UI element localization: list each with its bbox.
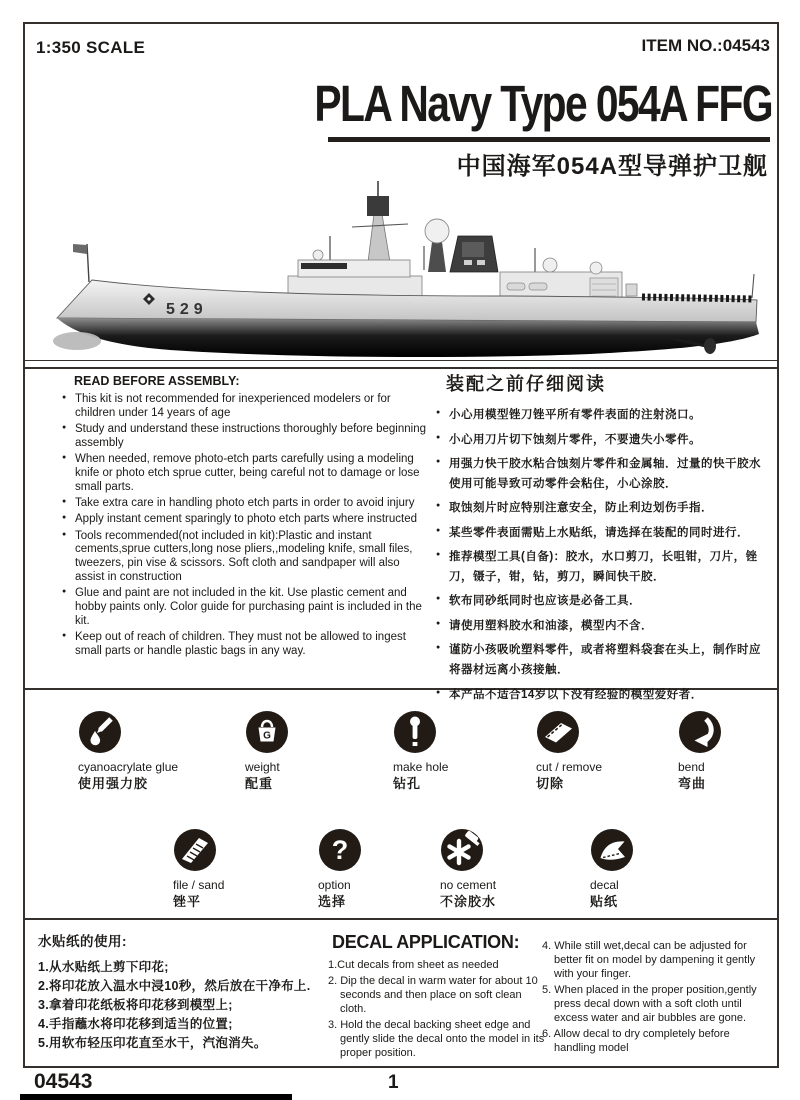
file-sand-icon (173, 828, 217, 872)
decal-application-title: DECAL APPLICATION: (332, 932, 520, 952)
assembly-note-item: ● 软布同砂纸同时也应该是必备工具． (436, 592, 772, 612)
decal-usage-title-chinese: 水贴纸的使用: (38, 934, 127, 949)
decal-step-item: 5.用软布轻压印花直至水干，汽泡消失。 (38, 1036, 267, 1050)
decal-step-item: 4.手指蘸水将印花移到适当的位置; (38, 1017, 233, 1031)
decal-step-item: 3. Hold the decal backing sheet edge and gently slide the decal onto the model in its proper position. (328, 1018, 545, 1059)
kit-title-chinese: 中国海军054A型导弹护卫舰 (456, 153, 768, 180)
symbol-bend (678, 710, 722, 793)
symbol-file-sand (173, 828, 224, 911)
symbol-label-en: decal (590, 878, 619, 892)
symbol-label-zh: 锉平 (173, 894, 202, 909)
svg-text:G: G (263, 730, 271, 742)
symbol-label-zh: 切除 (536, 776, 565, 791)
symbol-label-zh: 选择 (318, 894, 347, 909)
assembly-note-item: ● 请使用塑料胶水和油漆，模型内不含． (436, 617, 772, 637)
assembly-note-item: ● 推荐模型工具(自备)：胶水，水口剪刀，长咀钳，刀片，锉刀，镊子，钳，钻，剪刀，瞬间快干胶． (436, 548, 772, 587)
ship-profile-drawing (30, 180, 790, 365)
symbol-label-zh: 钻孔 (393, 776, 422, 791)
weight-icon (245, 710, 289, 754)
symbol-label-en: no cement (440, 878, 497, 892)
symbol-label-en: make hole (393, 760, 449, 774)
assembly-note-item: ● Tools recommended(not included in kit):Plastic and instant cements,sprue cutters,long nose pliers,,modeling knife, small files, tweezers, pin vise & scissors. Soft cloth and sandpaper will also assist in construction (62, 530, 428, 585)
assembly-note-item: ● 用强力快干胶水粘合蚀刻片零件和金属轴．过量的快干胶水使用可能导致可动零件会粘住，小心涂胶． (436, 455, 772, 494)
assembly-note-item: ● When needed, remove photo-etch parts carefully using a modeling knife or photo etch sprue cutter, being careful not to damage or lose small parts. (62, 453, 428, 494)
kit-title-english: PLA Navy Type 054A FFG (314, 75, 772, 132)
assembly-notes-chinese (436, 406, 772, 705)
decal-usage-section-chinese (38, 930, 324, 1053)
glue-icon (78, 710, 122, 754)
footer-page-number: 1 (388, 1072, 399, 1093)
assembly-note-item: ● Keep out of reach of children. They must not be allowed to ingest small parts or handle plastic bags in any way. (62, 631, 428, 659)
hull-number: 529 (166, 301, 208, 318)
decal-icon (590, 828, 634, 872)
assembly-note-item: ● Apply instant cement sparingly to photo etch parts where instructed (62, 513, 428, 527)
assembly-note-item: ● 取蚀刻片时应特别注意安全，防止利边划伤手指． (436, 499, 772, 519)
footer-item-number: 04543 (34, 1070, 93, 1093)
symbol-label-zh: 使用强力胶 (78, 776, 149, 791)
symbol-label-en: cut / remove (536, 760, 603, 774)
read-before-assembly-title: READ BEFORE ASSEMBLY: (74, 374, 240, 388)
decal-step-item: 2. Dip the decal in warm water for about 10 seconds and then place on soft clean cloth. (328, 974, 538, 1015)
assembly-notes-english (62, 393, 428, 659)
symbol-label-zh: 不涂胶水 (440, 894, 497, 909)
scale-label: 1:350 SCALE (36, 38, 146, 57)
symbol-label-zh: 配重 (245, 776, 274, 791)
symbol-cyanoacrylate-glue (78, 710, 178, 793)
option-icon (318, 828, 362, 872)
symbol-cut-remove (536, 710, 602, 793)
assembly-note-item: ● This kit is not recommended for inexperienced modelers or for children under 14 years of age (62, 393, 428, 421)
assembly-note-item: ● Take extra care in handling photo etch parts in order to avoid injury (62, 497, 428, 511)
read-before-assembly-title-chinese: 装配之前仔细阅读 (446, 374, 606, 394)
decal-step-item: 1.从水贴纸上剪下印花; (38, 960, 169, 974)
decal-application-section-continued (542, 940, 774, 1058)
assembly-note-item: ● 某些零件表面需贴上水贴纸，请选择在装配的同时进行． (436, 524, 772, 544)
symbol-decal (590, 828, 634, 911)
symbol-label-zh: 弯曲 (678, 776, 707, 791)
symbol-label-en: file / sand (173, 878, 225, 892)
decal-step-item: 1.Cut decals from sheet as needed (328, 959, 499, 971)
decal-step-item: 3.拿着印花纸板将印花移到模型上; (38, 998, 233, 1012)
decal-step-item: 6. Allow decal to dry completely before handling model (542, 1027, 730, 1054)
decal-application-section (328, 932, 546, 1063)
decal-step-item: 4. While still wet,decal can be adjusted for better fit on model by dampening it gently with your finger. (542, 940, 756, 980)
bend-icon (678, 710, 722, 754)
ship-illustration (30, 180, 790, 365)
divider-ship-bottom (23, 367, 779, 369)
symbol-label-en: bend (678, 760, 705, 774)
assembly-note-item: ● 小心用模型锉刀锉平所有零件表面的注射浇口。 (436, 406, 772, 426)
symbol-option (318, 828, 362, 911)
assembly-note-item: ● 本产品不适合14岁以下没有经验的模型爱好者． (436, 686, 772, 706)
decal-steps-chinese (38, 958, 324, 1053)
symbol-weight (245, 710, 289, 793)
symbol-make-hole (393, 710, 448, 793)
make-hole-icon (393, 710, 437, 754)
no-cement-icon (440, 828, 484, 872)
decal-step-item: 5. When placed in the proper position,gently press decal down with a soft cloth until excess water and air bubbles are gone. (542, 983, 757, 1024)
symbol-label-en: weight (245, 760, 280, 774)
assembly-note-item: ● 谨防小孩吸吮塑料零件，或者将塑料袋套在头上，制作时应将器材远离小孩接触． (436, 641, 772, 680)
footer-bar (20, 1094, 292, 1100)
symbol-no-cement (440, 828, 496, 911)
decal-steps-english-left (328, 959, 546, 1061)
cut-remove-icon (536, 710, 580, 754)
assembly-note-item: ● 小心用刀片切下蚀刻片零件，不要遗失小零件。 (436, 431, 772, 451)
title-underline (328, 137, 770, 142)
decal-steps-english-right (542, 940, 774, 1056)
read-before-assembly-section (62, 374, 428, 661)
divider-decal-top (23, 918, 779, 920)
symbol-label-en: cyanoacrylate glue (78, 760, 179, 774)
read-before-assembly-section-chinese (436, 370, 772, 710)
item-number: ITEM NO.:04543 (641, 36, 770, 55)
symbol-label-en: option (318, 878, 351, 892)
assembly-note-item: ● Study and understand these instructions thoroughly before beginning assembly (62, 423, 428, 451)
assembly-note-item: ● Glue and paint are not included in the kit. Use plastic cement and hobby paints only. Color guide for purchasing paint is included in the kit. (62, 587, 428, 628)
symbol-label-zh: 贴纸 (590, 894, 619, 909)
svg-text:?: ? (331, 835, 349, 865)
decal-step-item: 2.将印花放入温水中浸10秒，然后放在干净布上. (38, 979, 311, 993)
